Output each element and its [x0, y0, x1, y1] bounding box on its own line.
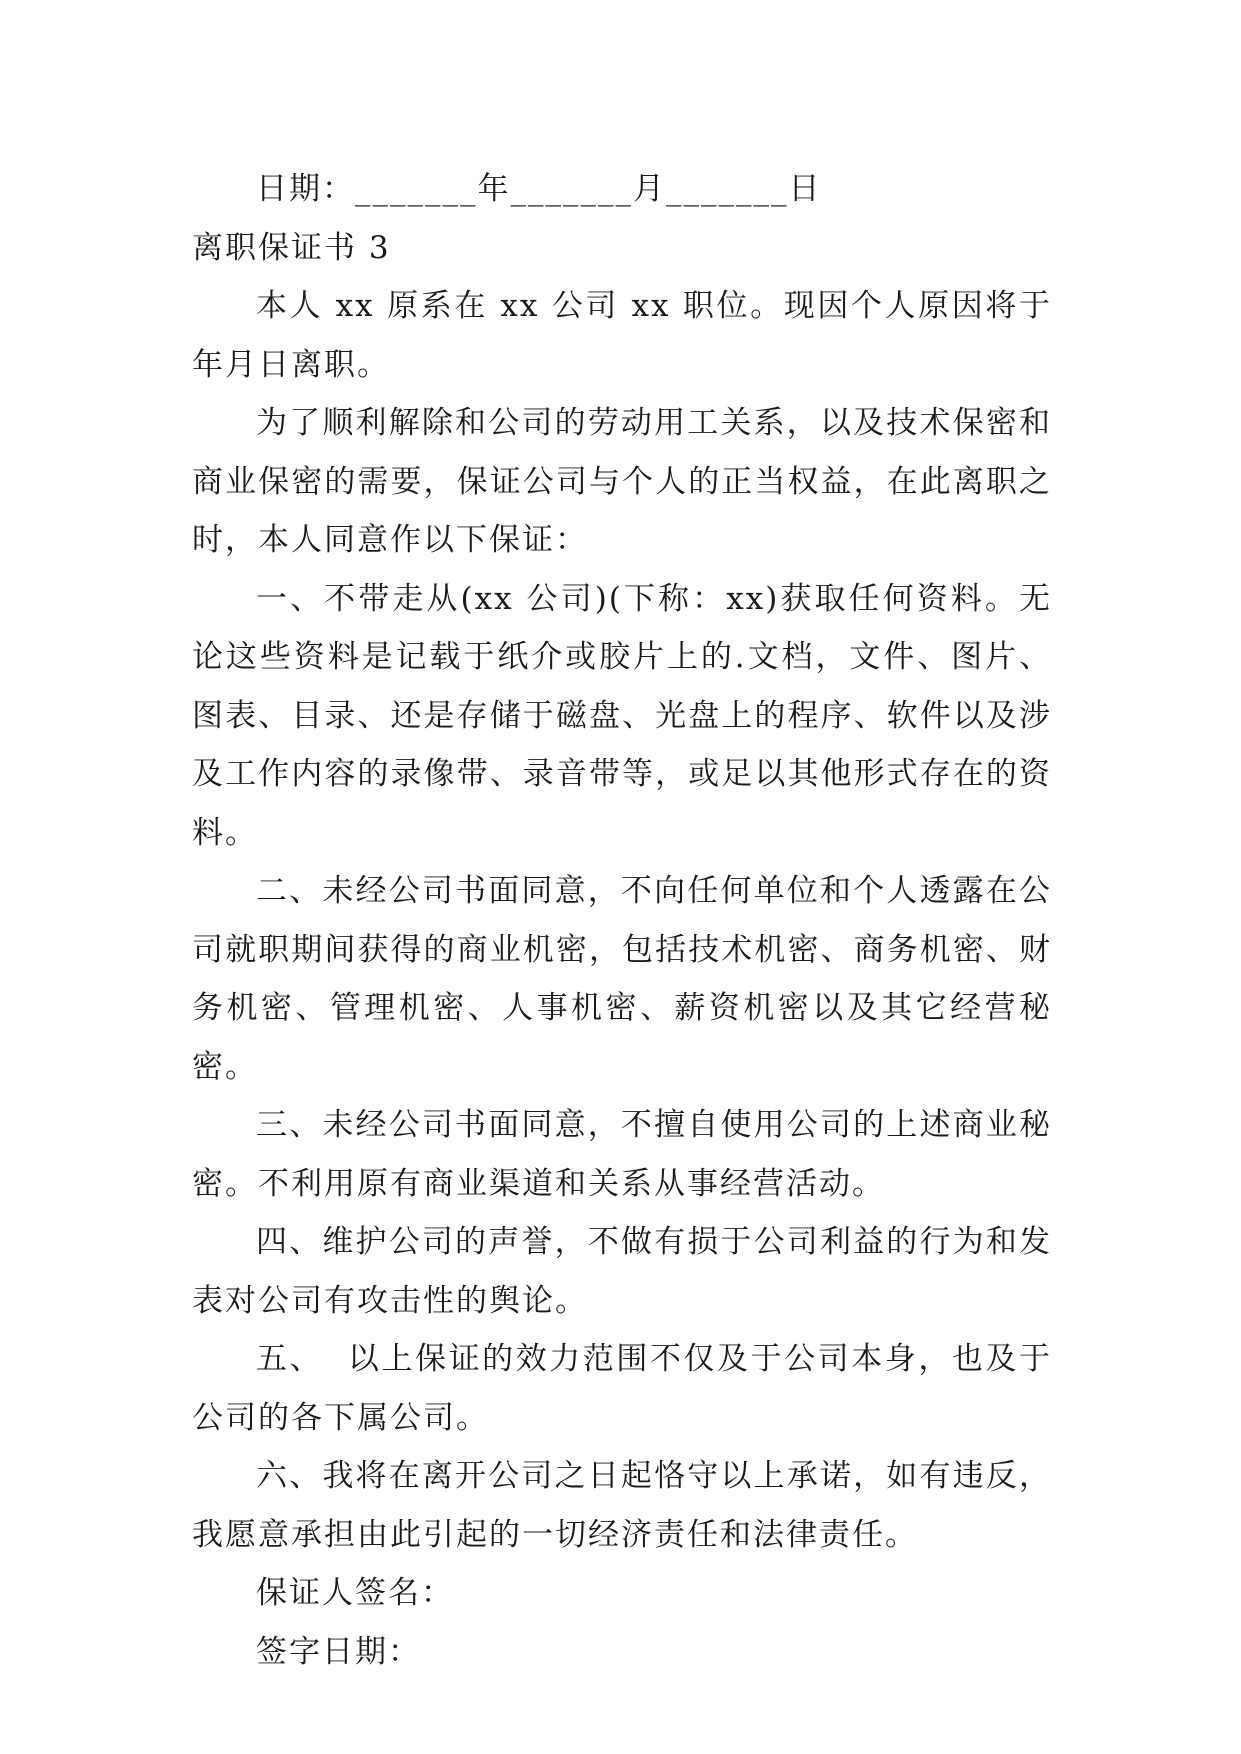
clause-6: 六、我将在离开公司之日起恪守以上承诺，如有违反，我愿意承担由此引起的一切经济责任和法律责任。	[192, 1458, 1052, 1553]
clause-1: 一、不带走从(xx 公司)(下称：xx)获取任何资料。无论这些资料是记载于纸介或胶片上的.文档，文件、图片、图表、目录、还是存储于磁盘、光盘上的程序、软件以及涉及工作内容的录像带、录音带等，或足以其他形式存在的资料。	[192, 580, 1052, 851]
document-title: 离职保证书 3	[192, 229, 391, 266]
clause-3: 三、未经公司书面同意，不擅自使用公司的上述商业秘密。不利用原有商业渠道和关系从事经营活动。	[192, 1107, 1052, 1202]
document-body	[192, 160, 1052, 1681]
clause-2: 二、未经公司书面同意，不向任何单位和个人透露在公司就职期间获得的商业机密，包括技术机密、商务机密、财务机密、管理机密、人事机密、薪资机密以及其它经营秘密。	[192, 873, 1052, 1085]
paragraph-intro: 本人 xx 原系在 xx 公司 xx 职位。现因个人原因将于年月日离职。	[192, 288, 1052, 383]
paragraph-purpose: 为了顺利解除和公司的劳动用工关系，以及技术保密和商业保密的需要，保证公司与个人的正当权益，在此离职之时，本人同意作以下保证：	[192, 405, 1052, 558]
date-line: 日期：_______年_______月_______日	[256, 171, 822, 207]
signature-label: 保证人签名：	[256, 1575, 454, 1611]
clause-5: 五、 以上保证的效力范围不仅及于公司本身，也及于公司的各下属公司。	[192, 1341, 1052, 1436]
clause-4: 四、维护公司的声誉，不做有损于公司利益的行为和发表对公司有攻击性的舆论。	[192, 1224, 1052, 1319]
sign-date-label: 签字日期：	[256, 1633, 421, 1670]
